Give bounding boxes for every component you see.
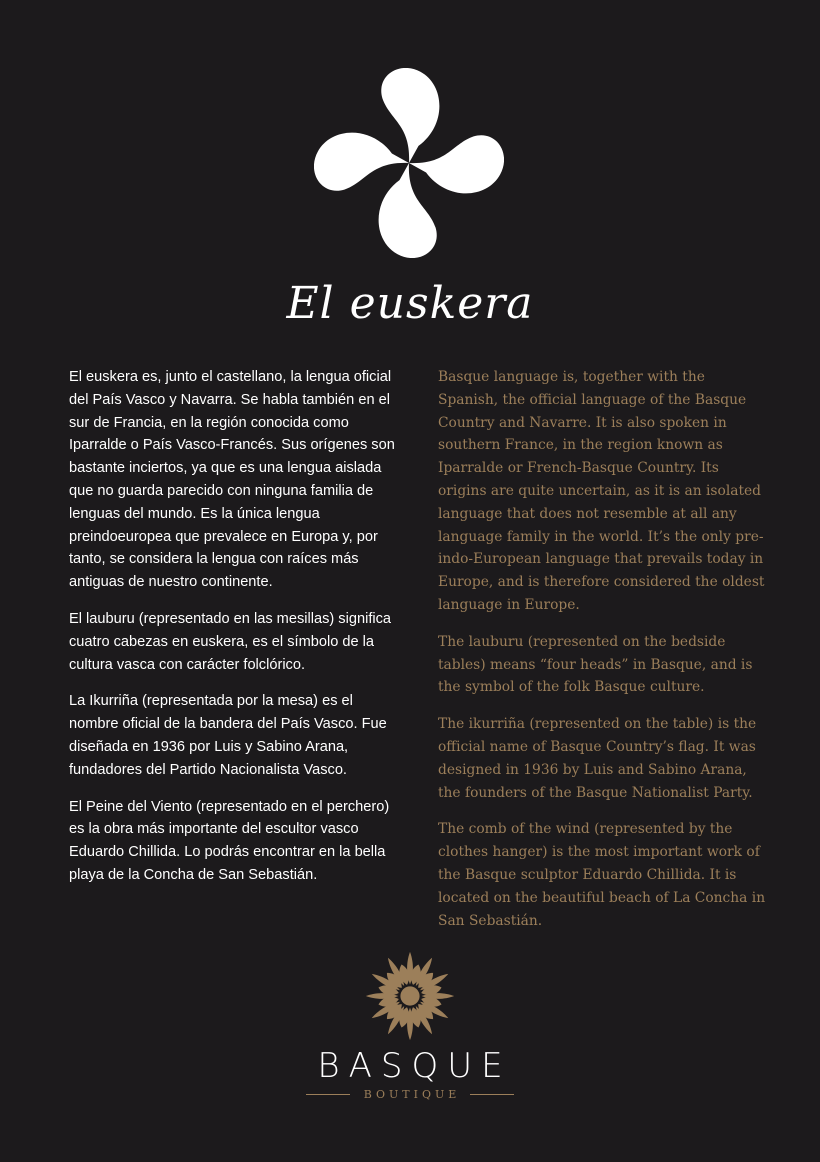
spanish-paragraph: El Peine del Viento (representado en el perchero) es la obra más importante del escultor vasco Eduardo Chillida. Lo podrás encontrar en la bella playa de la Concha de San Sebastián. xyxy=(69,798,390,883)
lauburu-icon xyxy=(314,68,504,258)
brand-name: BASQUE xyxy=(317,1046,512,1086)
english-paragraph: Basque language is, together with the Spanish, the official language of the Basque Country and Navarre. It is also spoken in southern France, in the region known as Iparralde or French-Basque Country. Its origins are quite uncertain, as it is an isolated language that does not resemble at all any language family in the world. It’s the only pre-indo-European language that prevails today in Europe, and is therefore considered the oldest language in Europe. xyxy=(438,369,765,613)
spanish-paragraph: El lauburu (representado en las mesillas) significa cuatro cabezas en euskera, es el símbolo de la cultura vasca con carácter folclórico. xyxy=(69,610,392,673)
spanish-column xyxy=(69,366,399,901)
english-paragraph: The comb of the wind (represented by the clothes hanger) is the most important work of the Basque sculptor Eduardo Chillida. It is located on the beautiful beach of La Concha in San Sebastián. xyxy=(438,821,766,929)
brand-tagline-row xyxy=(0,1088,820,1101)
english-column xyxy=(438,366,768,946)
divider xyxy=(470,1094,514,1095)
spanish-paragraph: La Ikurriña (representada por la mesa) es el nombre oficial de la bandera del País Vasco. Fue diseñada en 1936 por Luis y Sabino Arana, fundadores del Partido Nacionalista Vasco. xyxy=(69,693,387,778)
brand-tagline: BOUTIQUE xyxy=(363,1088,461,1101)
divider xyxy=(306,1094,350,1095)
english-paragraph: The lauburu (represented on the bedside tables) means “four heads” in Basque, and is the symbol of the folk Basque culture. xyxy=(438,633,753,696)
english-paragraph: The ikurriña (represented on the table) is the official name of Basque Country’s flag. It was designed in 1936 by Luis and Sabino Arana, the founders of the Basque Nationalist Party. xyxy=(438,716,757,801)
sun-flower-icon xyxy=(362,948,458,1044)
page-title: El euskera xyxy=(286,278,534,329)
spanish-paragraph: El euskera es, junto el castellano, la lengua oficial del País Vasco y Navarra. Se habla también en el sur de Francia, en la región conocida como Iparralde o País Vasco-Francés. Sus orígenes son bastante inciertos, ya que es una lengua aislada que no guarda parecido con ninguna familia de lenguas del mundo. Es la única lengua preindoeuropea que prevalece en Europa y, por tanto, se considera la lengua con raíces más antiguas de nuestro continente. xyxy=(69,369,395,591)
